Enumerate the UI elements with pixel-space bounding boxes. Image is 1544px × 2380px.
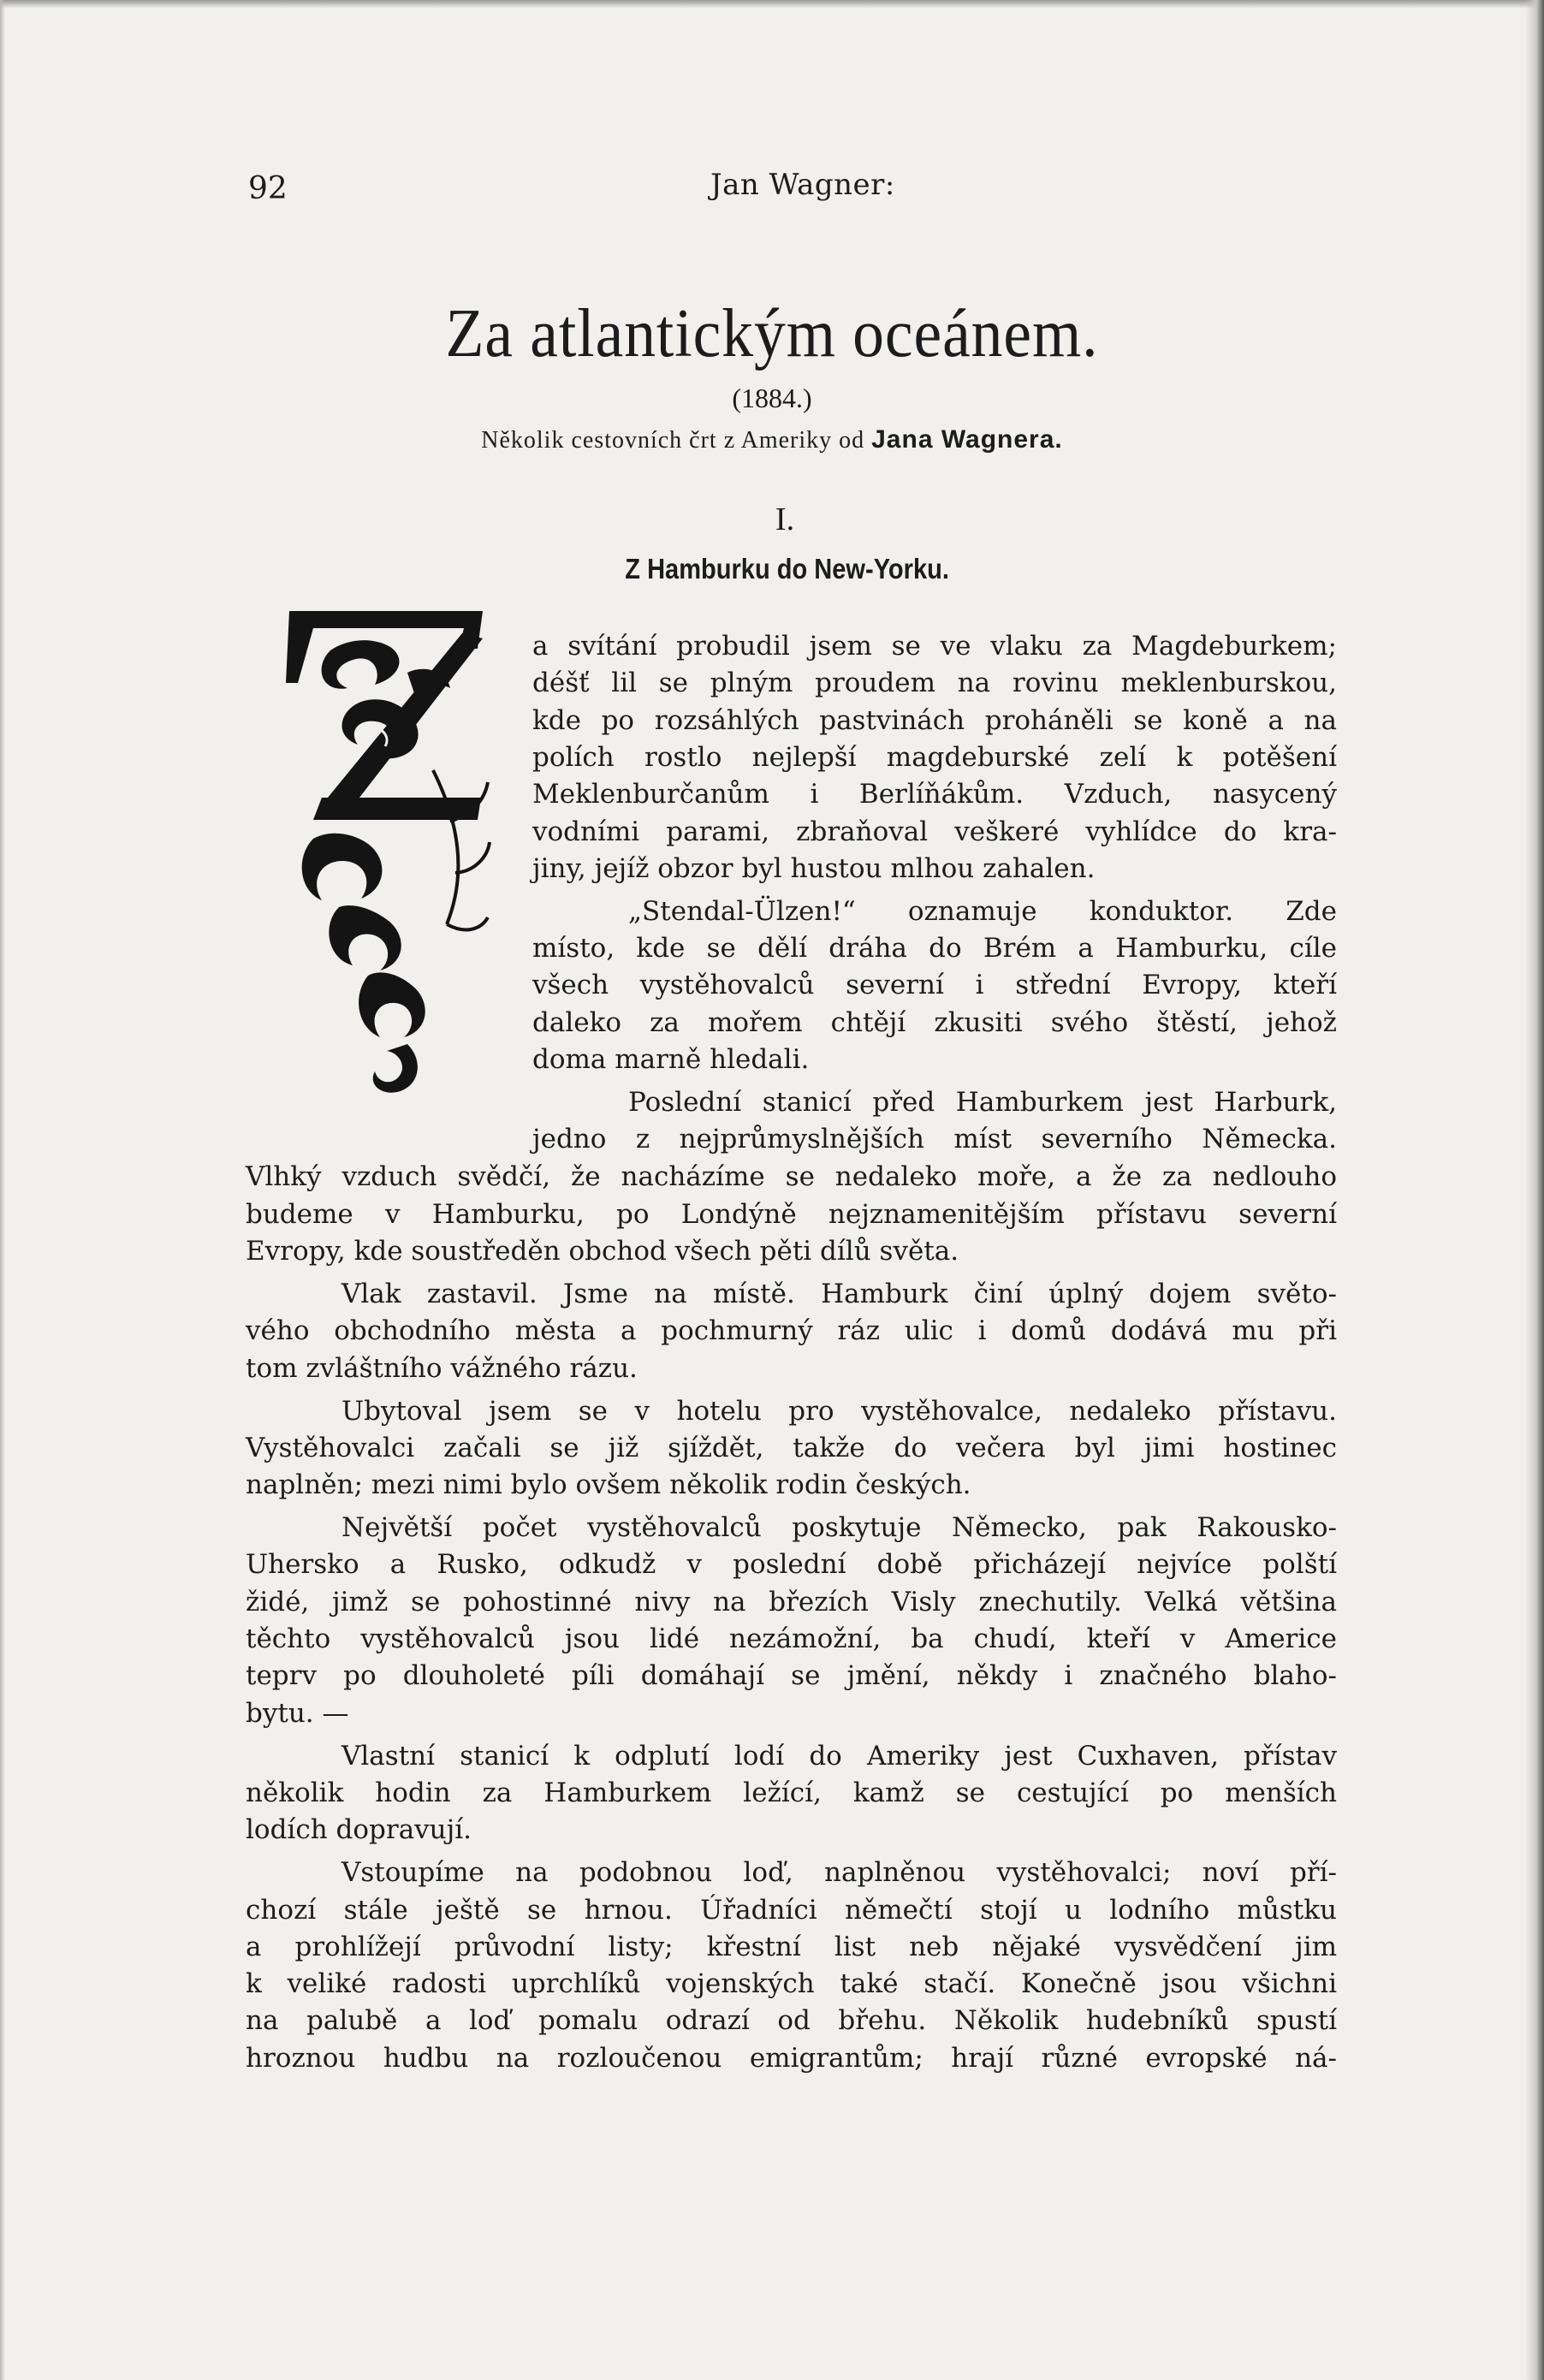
text-line: jiny, jejíž obzor byl hustou mlhou zahalen. xyxy=(532,852,1096,884)
page-header xyxy=(0,168,1544,214)
text-line: Poslední stanicí před Hamburkem jest Harburk, xyxy=(628,1087,1337,1118)
text-line: kde po rozsáhlých pastvinách proháněli se koně a na xyxy=(532,704,1337,736)
ornamental-initial-z xyxy=(279,599,493,1104)
text-line: tom zvláštního vážného rázu. xyxy=(246,1352,638,1384)
scan-shadow-top xyxy=(0,0,1544,9)
section-number: I. xyxy=(775,502,795,537)
text-line: místo, kde se dělí dráha do Brém a Hamburku, cíle xyxy=(532,933,1337,964)
text-line: hroznou hudbu na rozloučenou emigrantům; hrají různé evropské ná- xyxy=(246,2042,1337,2074)
text-line: těchto vystěhovalců jsou lidé nezámožní, ba chudí, kteří v Americe xyxy=(246,1623,1337,1654)
text-line: k veliké radosti uprchlíků vojenských také stačí. Konečně jsou všichni xyxy=(246,1968,1337,2000)
text-line: Vlastní stanicí k odplutí lodí do Ameriky jest Cuxhaven, přístav xyxy=(341,1740,1337,1772)
text-line: Meklenburčanům i Berlíňákům. Vzduch, nasycený xyxy=(532,779,1337,810)
text-line: Uhersko a Rusko, odkudž v poslední době přicházejí nejvíce polští xyxy=(246,1549,1337,1581)
text-line: Vlak zastavil. Jsme na místě. Hamburk činí úplný dojem světo- xyxy=(341,1278,1337,1309)
text-line: jedno z nejprůmyslnějších míst severního Německa. xyxy=(532,1124,1337,1155)
text-line: budeme v Hamburku, po Londýně nejznamenitějším přístavu severní xyxy=(246,1198,1337,1230)
article-year: (1884.) xyxy=(732,383,812,413)
subtitle-author: Jana Wagnera. xyxy=(871,425,1063,454)
text-line: vodními parami, zbraňoval veškeré vyhlídce do kra- xyxy=(532,816,1337,847)
text-line: židé, jimž se pohostinné nivy na březích Visly znechutily. Velká většina xyxy=(246,1586,1337,1617)
text-line: Evropy, kde soustředěn obchod všech pěti dílů světa. xyxy=(246,1235,959,1267)
text-line: na palubě a loď pomalu odrazí od břehu. Několik hudebníků spustí xyxy=(246,2005,1337,2037)
text-line: naplněn; mezi nimi bylo ovšem několik rodin českých. xyxy=(246,1469,971,1501)
text-line: teprv po dlouholeté píli domáhají se jmění, někdy i značného blaho- xyxy=(246,1660,1337,1692)
text-line: Největší počet vystěhovalců poskytuje Německo, pak Rakousko- xyxy=(341,1512,1337,1544)
text-line: daleko za mořem chtějí zkusiti svého štěstí, jehož xyxy=(532,1006,1337,1038)
text-line: déšť lil se plným proudem na rovinu meklenburskou, xyxy=(532,668,1337,699)
running-head: Jan Wagner: xyxy=(710,168,895,202)
text-line: a svítání probudil jsem se ve vlaku za Magdeburkem; xyxy=(532,631,1337,662)
text-line: a prohlížejí průvodní listy; křestní list neb nějaké vysvědčení jim xyxy=(246,1931,1337,1962)
text-line: několik hodin za Hamburkem ležící, kamž se cestující po menších xyxy=(246,1777,1337,1808)
text-line: doma marně hledali. xyxy=(532,1044,810,1075)
article-subtitle xyxy=(0,425,1544,454)
article-title: Za atlantickým oceánem. xyxy=(445,296,1099,371)
text-line: Vstoupíme na podobnou loď, naplněnou vystěhovalci; noví pří- xyxy=(341,1857,1337,1889)
text-line: Vystěhovalci začali se již sjíždět, takže do večera byl jimi hostinec xyxy=(246,1432,1337,1463)
text-line: Vlhký vzduch svědčí, že nacházíme se nedaleko moře, a že za nedlouho xyxy=(246,1161,1337,1193)
text-line: chozí stále ještě se hrnou. Úřadníci němečtí stojí u lodního můstku xyxy=(246,1894,1337,1926)
text-line: vého obchodního města a pochmurný ráz ulic i domů dodává mu při xyxy=(246,1315,1337,1347)
section-heading: Z Hamburku do New-Yorku. xyxy=(625,553,949,585)
text-line: bytu. — xyxy=(246,1697,349,1729)
scan-edge-left xyxy=(0,0,5,2380)
text-line: všech vystěhovalců severní i střední Evropy, kteří xyxy=(532,970,1337,1001)
subtitle-text: Několik cestovních črt z Ameriky od xyxy=(481,427,865,454)
text-line: „Stendal-Ülzen!“ oznamuje konduktor. Zde xyxy=(628,895,1337,927)
page-number: 92 xyxy=(248,171,288,206)
text-line: lodích dopravují. xyxy=(246,1814,472,1846)
scan-edge-right xyxy=(1525,0,1544,2380)
text-line: Ubytoval jsem se v hotelu pro vystěhovalce, nedaleko přístavu. xyxy=(341,1395,1337,1427)
text-line: polích rostlo nejlepší magdeburské zelí k potěšení xyxy=(532,741,1337,773)
